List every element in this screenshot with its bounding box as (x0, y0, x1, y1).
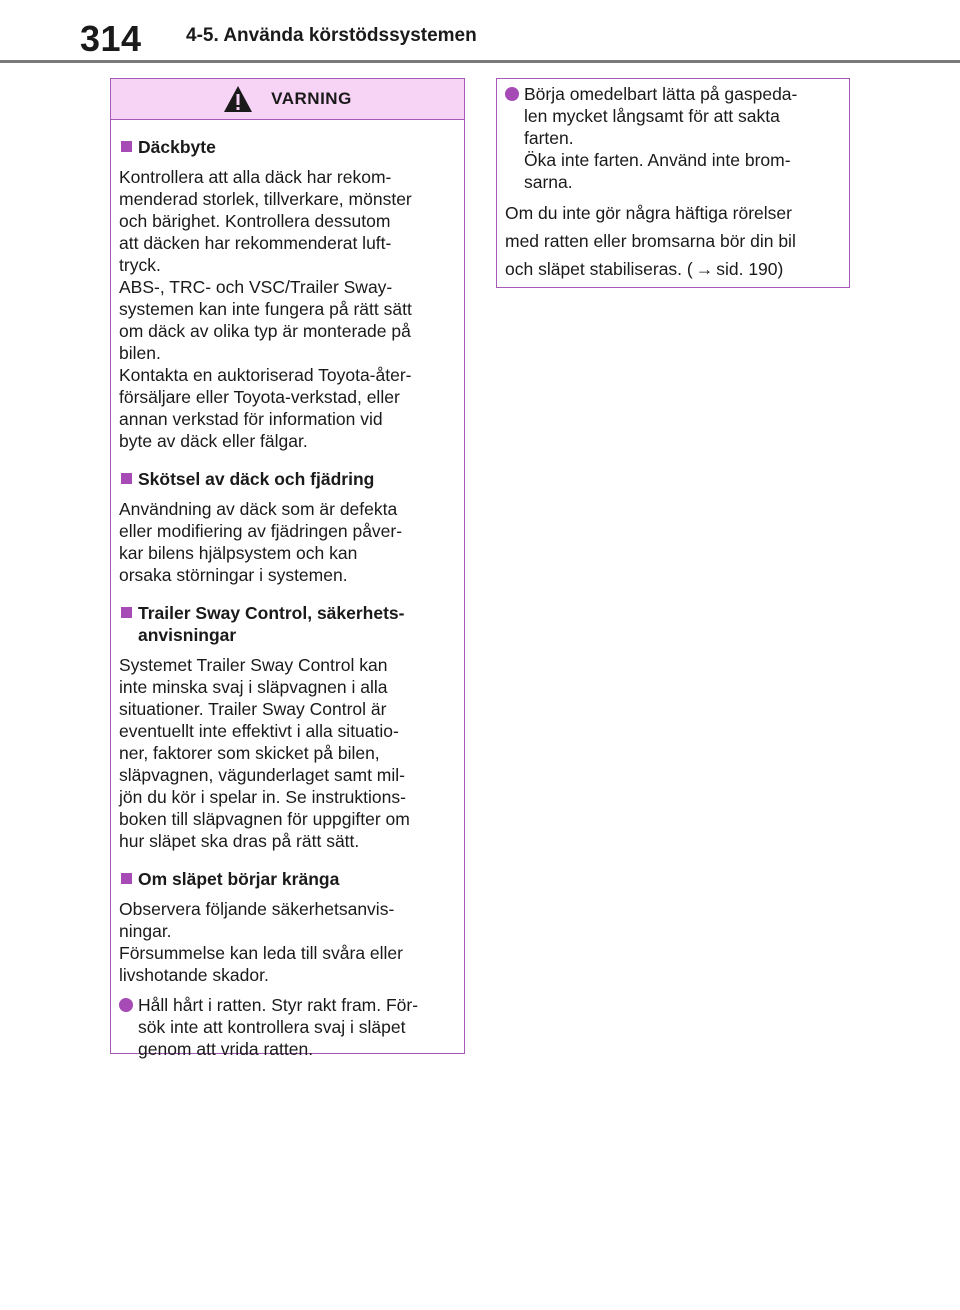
list-item: Börja omedelbart lätta på gaspeda- len mycket långsamt för att sakta farten. Öka inte farten. Använd inte brom- sarna. (505, 83, 839, 193)
continuation-content (497, 79, 849, 283)
section-paragraph: Observera följande säkerhetsanvis- ningar. Försummelse kan leda till svåra eller livshotande skador. (119, 899, 403, 985)
continuation-paragraph: Om du inte gör några häftiga rörelser med ratten eller bromsarna bör din bil och släpet stabiliseras. ( → sid. 190) (505, 199, 839, 283)
header-divider (0, 60, 960, 63)
page-number: 314 (80, 18, 142, 59)
square-bullet-icon (121, 873, 132, 884)
section-paragraph: Systemet Trailer Sway Control kan inte minska svaj i släpvagnen i alla situationer. Trailer Sway Control är eventuellt inte effektivt i alla situatio- ner, faktorer som skicket på bilen, släpvagnen, vägunderlaget samt mil- jön du kör i spelar in. Se instruktions- boken till släpvagnen för uppgifter om hur släpet ska dras på rätt sätt. (119, 655, 410, 851)
section-heading: Skötsel av däck och fjädring (119, 468, 454, 490)
section-paragraph: Användning av däck som är defekta eller modifiering av fjädringen påver- kar bilens hjälpsystem och kan orsaka störningar i systemen. (119, 499, 403, 585)
square-bullet-icon (121, 473, 132, 484)
warning-continuation-box (496, 78, 850, 288)
section-heading: Om släpet börjar kränga (119, 868, 454, 890)
list-item: Håll hårt i ratten. Styr rakt fram. För- sök inte att kontrollera svaj i släpet genom att vrida ratten. (119, 994, 454, 1060)
section-title: 4-5. Använda körstödssystemen (186, 25, 477, 46)
warning-header (111, 79, 464, 120)
warning-title: VARNING (271, 89, 352, 108)
square-bullet-icon (121, 607, 132, 618)
warning-box (110, 78, 465, 1059)
page-reference-link[interactable]: sid. 190) (716, 259, 784, 279)
section-heading: Trailer Sway Control, säkerhets- anvisningar (119, 602, 454, 646)
section-paragraph: Kontrollera att alla däck har rekom- menderad storlek, tillverkare, mönster och bärighet. Kontrollera dessutom att däcken har rekommenderat luft- tryck. ABS-, TRC- och VSC/Trailer Sway- systemen kan inte fungera på rätt sätt om däck av olika typ är monterade på bilen. Kontakta en auktoriserad Toyota-åter- försäljare eller Toyota-verkstad, eller annan verkstad för information vid byte av däck eller fälgar. (119, 167, 412, 451)
round-bullet-icon (505, 87, 519, 101)
section-heading: Däckbyte (119, 136, 454, 158)
arrow-right-icon: → (695, 259, 714, 279)
round-bullet-icon (119, 998, 133, 1012)
warning-content (111, 120, 464, 1060)
warning-triangle-icon (223, 85, 253, 113)
square-bullet-icon (121, 141, 132, 152)
